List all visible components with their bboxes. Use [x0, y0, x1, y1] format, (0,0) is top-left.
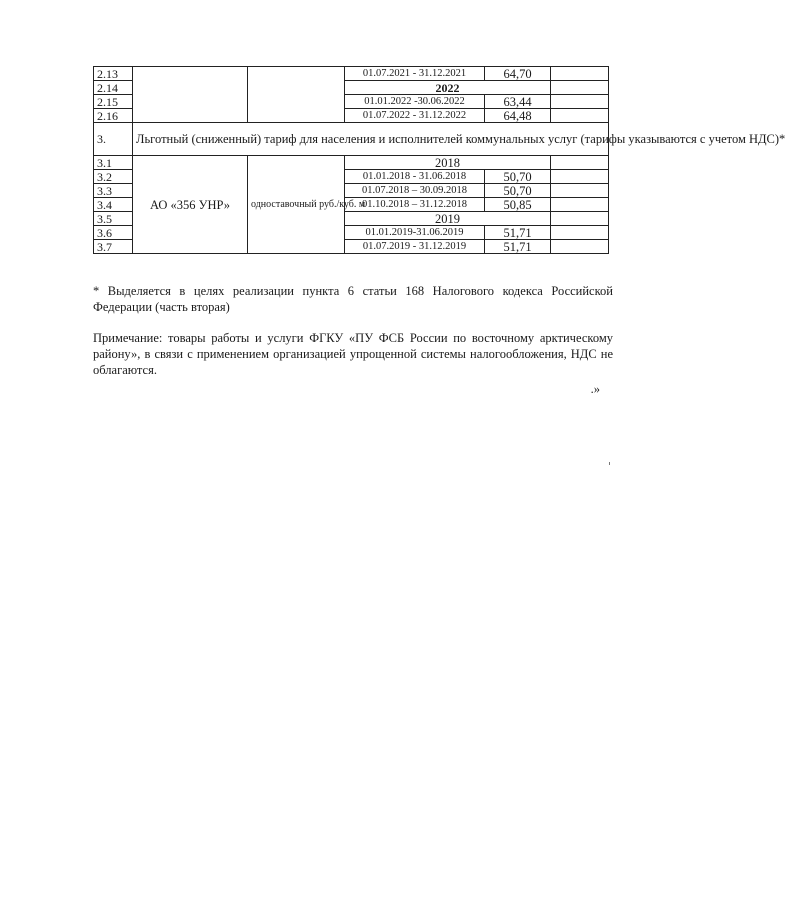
scan-mark: [609, 462, 610, 465]
empty-cell: [551, 240, 609, 254]
row-number: 3.1: [94, 156, 133, 170]
period-cell: 01.10.2018 – 31.12.2018: [345, 198, 485, 212]
section-row: [94, 123, 609, 156]
table-row: [94, 67, 609, 81]
empty-cell: [551, 109, 609, 123]
row-number: 2.16: [94, 109, 133, 123]
price-cell: 64,48: [485, 109, 551, 123]
empty-cell: [551, 156, 609, 170]
price-cell: 50,70: [485, 170, 551, 184]
price-cell: 50,70: [485, 184, 551, 198]
empty-cell: [551, 226, 609, 240]
year-cell: 2019: [345, 212, 551, 226]
period-cell: 01.07.2022 - 31.12.2022: [345, 109, 485, 123]
section-title: Льготный (сниженный) тариф для населения и исполнителей коммунальных услуг (тарифы указываются с учетом НДС)*: [133, 123, 609, 156]
empty-cell: [551, 81, 609, 95]
period-cell: 01.07.2019 - 31.12.2019: [345, 240, 485, 254]
empty-cell: [551, 184, 609, 198]
footnote: * Выделяется в целях реализации пункта 6 статьи 168 Налогового кодекса Российской Федерации (часть вторая): [93, 284, 613, 314]
row-number: 3.2: [94, 170, 133, 184]
price-cell: 63,44: [485, 95, 551, 109]
row-number: 3.6: [94, 226, 133, 240]
closing-quote: .»: [590, 382, 600, 396]
price-cell: 64,70: [485, 67, 551, 81]
unit-cell: одноставочный руб./куб. м: [248, 156, 345, 254]
row-number: 2.13: [94, 67, 133, 81]
period-cell: 01.01.2022 -30.06.2022: [345, 95, 485, 109]
empty-cell: [551, 95, 609, 109]
price-cell: 50,85: [485, 198, 551, 212]
empty-cell: [551, 170, 609, 184]
section-number: 3.: [94, 123, 133, 156]
tariff-table: [93, 66, 785, 254]
row-number: 2.14: [94, 81, 133, 95]
year-cell: 2018: [345, 156, 551, 170]
empty-unit-cell: [248, 67, 345, 123]
price-cell: 51,71: [485, 226, 551, 240]
row-number: 3.7: [94, 240, 133, 254]
row-number: 2.15: [94, 95, 133, 109]
row-number: 3.4: [94, 198, 133, 212]
price-cell: 51,71: [485, 240, 551, 254]
empty-cell: [551, 212, 609, 226]
empty-cell: [551, 198, 609, 212]
remark: Примечание: товары работы и услуги ФГКУ «ПУ ФСБ России по восточному арктическому району», в связи с применением организацией упрощенной системы налогообложения, НДС не облагаются.: [93, 331, 613, 377]
empty-cell: [551, 67, 609, 81]
period-cell: 01.01.2018 - 31.06.2018: [345, 170, 485, 184]
table-row: [94, 156, 609, 170]
organization-cell: АО «356 УНР»: [133, 156, 248, 254]
period-cell: 01.01.2019-31.06.2019: [345, 226, 485, 240]
year-cell: 2022: [345, 81, 551, 95]
row-number: 3.5: [94, 212, 133, 226]
empty-org-cell: [133, 67, 248, 123]
period-cell: 01.07.2021 - 31.12.2021: [345, 67, 485, 81]
period-cell: 01.07.2018 – 30.09.2018: [345, 184, 485, 198]
row-number: 3.3: [94, 184, 133, 198]
